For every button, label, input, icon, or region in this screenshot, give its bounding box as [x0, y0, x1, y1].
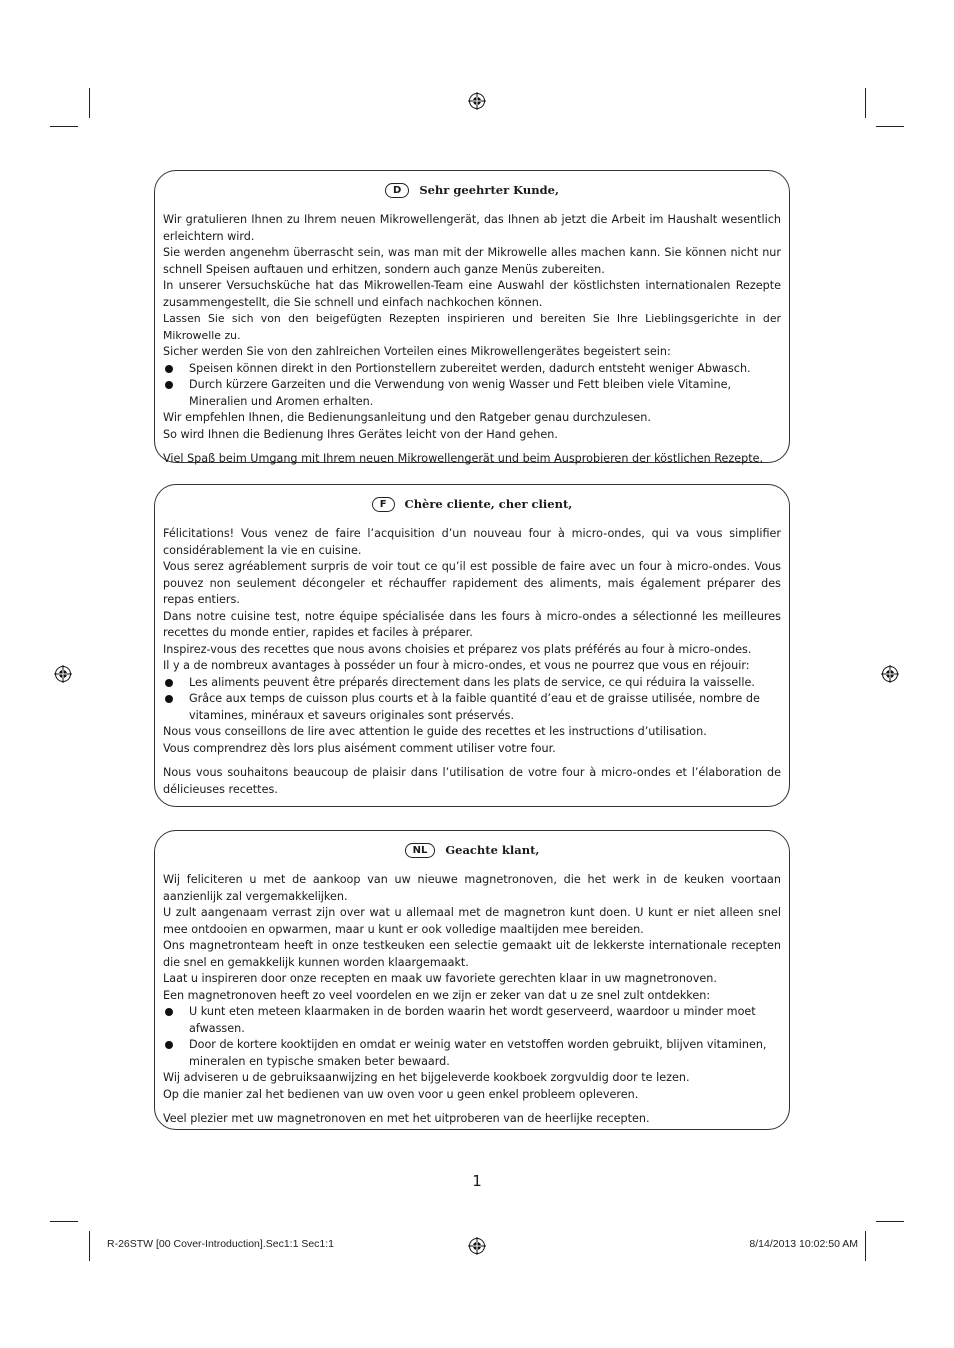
crop-mark	[865, 1231, 866, 1261]
crop-mark	[50, 1221, 78, 1222]
registration-mark-icon	[468, 1237, 486, 1255]
paragraph: Inspirez-vous des recettes que nous avons choisies et préparez vos plats préférés au four à micro-ondes.	[163, 642, 752, 656]
section-heading	[163, 183, 781, 198]
language-badge: NL	[405, 843, 436, 858]
closing-paragraph: Nous vous souhaitons beaucoup de plaisir dans l’utilisation de votre four à micro-ondes et l’élaboration de délicieuses recettes.	[163, 766, 781, 796]
paragraph: Wir empfehlen Ihnen, die Bedienungsanleitung und den Ratgeber genau durchzulesen.	[163, 411, 651, 424]
list-item: U kunt eten meteen klaarmaken in de borden waarin het wordt geserveerd, waardoor u minder moet afwassen.	[163, 1004, 781, 1037]
salutation: Sehr geehrter Kunde,	[419, 183, 559, 197]
registration-mark-icon	[54, 665, 72, 683]
paragraph: Félicitations! Vous venez de faire l’acquisition d’un nouveau four à micro-ondes, qui va vous simplifier considérablement la vie en cuisine.	[163, 527, 781, 557]
list-item: Door de kortere kooktijden en omdat er weinig water en vetstoffen worden gebruikt, blijven vitaminen, mineralen en typische smaken beter bewaard.	[163, 1037, 781, 1070]
section-german	[154, 170, 790, 463]
language-badge: D	[385, 183, 409, 198]
crop-mark	[865, 88, 866, 118]
closing-paragraph: Viel Spaß beim Umgang mit Ihrem neuen Mikrowellengerät und beim Ausprobieren der köstlichen Rezepte.	[163, 452, 764, 465]
list-item: Speisen können direkt in den Portionstellern zubereitet werden, dadurch entsteht weniger Abwasch.	[163, 361, 781, 378]
registration-mark-icon	[881, 665, 899, 683]
salutation: Chère cliente, cher client,	[404, 497, 573, 511]
language-badge: F	[372, 497, 395, 512]
section-dutch	[154, 830, 790, 1130]
page-number: 1	[472, 1172, 482, 1190]
paragraph: U zult aangenaam verrast zijn over wat u allemaal met de magnetron kunt doen. U kunt er niet alleen snel mee ontdooien en opwarmen, maar u kunt er ook volledige maaltijden mee bereiden.	[163, 906, 781, 936]
closing-paragraph: Veel plezier met uw magnetronoven en met het uitproberen van de heerlijke recepten.	[163, 1112, 650, 1125]
paragraph: Sie werden angenehm überrascht sein, was man mit der Mikrowelle alles machen kann. Sie können nicht nur schnell Speisen auftauen und erhitzen, sondern auch ganze Menüs zubereiten.	[163, 246, 781, 276]
paragraph: Wij adviseren u de gebruiksaanwijzing en het bijgeleverde kookboek zorgvuldig door te lezen.	[163, 1071, 690, 1084]
paragraph: Dans notre cuisine test, notre équipe spécialisée dans les fours à micro-ondes a sélectionné les meilleures recettes du monde entier, rapides et faciles à préparer.	[163, 609, 781, 639]
salutation: Geachte klant,	[445, 843, 540, 857]
paragraph: Laat u inspireren door onze recepten en maak uw favoriete gerechten klaar in uw magnetronoven.	[163, 972, 717, 985]
paragraph: Il y a de nombreux avantages à posséder un four à micro-ondes, et vous ne pourrez que vous en réjouir:	[163, 659, 750, 672]
crop-mark	[876, 126, 904, 127]
paragraph: So wird Ihnen die Bedienung Ihres Gerätes leicht von der Hand gehen.	[163, 427, 558, 441]
crop-mark	[89, 1231, 90, 1261]
paragraph: Een magnetronoven heeft zo veel voordelen en we zijn er zeker van dat u ze snel zult ontdekken:	[163, 988, 711, 1002]
paragraph: Nous vous conseillons de lire avec attention le guide des recettes et les instructions d’utilisation.	[163, 725, 707, 738]
footer-file-info: R-26STW [00 Cover-Introduction].Sec1:1 Sec1:1	[107, 1238, 335, 1250]
footer-timestamp: 8/14/2013 10:02:50 AM	[749, 1238, 858, 1250]
section-heading	[163, 843, 781, 858]
paragraph: Vous comprendrez dès lors plus aisément comment utiliser votre four.	[163, 741, 556, 755]
list-item: Les aliments peuvent être préparés directement dans les plats de service, ce qui réduira la vaisselle.	[163, 675, 781, 692]
registration-mark-icon	[468, 92, 486, 110]
paragraph: Lassen Sie sich von den beigefügten Rezepten inspirieren und bereiten Sie Ihre Lieblingsgerichte in der Mikrowelle zu.	[163, 312, 781, 342]
paragraph: Wir gratulieren Ihnen zu Ihrem neuen Mikrowellengerät, das Ihnen ab jetzt die Arbeit im Haushalt wesentlich erleichtern wird.	[163, 213, 781, 243]
paragraph: Sicher werden Sie von den zahlreichen Vorteilen eines Mikrowellengerätes begeistert sein:	[163, 345, 671, 358]
paragraph: Op die manier zal het bedienen van uw oven voor u geen enkel probleem opleveren.	[163, 1087, 639, 1101]
paragraph: Ons magnetronteam heeft in onze testkeuken een selectie gemaakt uit de lekkerste internationale recepten die snel en gemakkelijk kunnen worden klaargemaakt.	[163, 939, 781, 969]
bullet-list	[163, 361, 781, 411]
list-item: Durch kürzere Garzeiten und die Verwendung von wenig Wasser und Fett bleiben viele Vitamine, Mineralien und Aromen erhalten.	[163, 377, 781, 410]
paragraph: Vous serez agréablement surpris de voir tout ce qu’il est possible de faire avec un four à micro-ondes. Vous pouvez non seulement décongeler et réchauffer rapidement des aliments, mais également préparer des repas entiers.	[163, 560, 781, 606]
paragraph: Wij feliciteren u met de aankoop van uw nieuwe magnetronoven, die het werk in de keuken voortaan aanzienlijk zal vergemakkelijken.	[163, 873, 781, 903]
paragraph: In unserer Versuchsküche hat das Mikrowellen-Team eine Auswahl der köstlichsten internationalen Rezepte zusammengestellt, die Sie schnell und einfach nachkochen können.	[163, 279, 781, 309]
bullet-list	[163, 675, 781, 725]
list-item: Grâce aux temps de cuisson plus courts et à la faible quantité d’eau et de graisse utilisée, nombre de vitamines, minéraux et saveurs originales sont préservés.	[163, 691, 781, 724]
crop-mark	[50, 126, 78, 127]
bullet-list	[163, 1004, 781, 1070]
section-french	[154, 484, 790, 807]
crop-mark	[876, 1221, 904, 1222]
section-heading	[163, 497, 781, 512]
crop-mark	[89, 88, 90, 118]
